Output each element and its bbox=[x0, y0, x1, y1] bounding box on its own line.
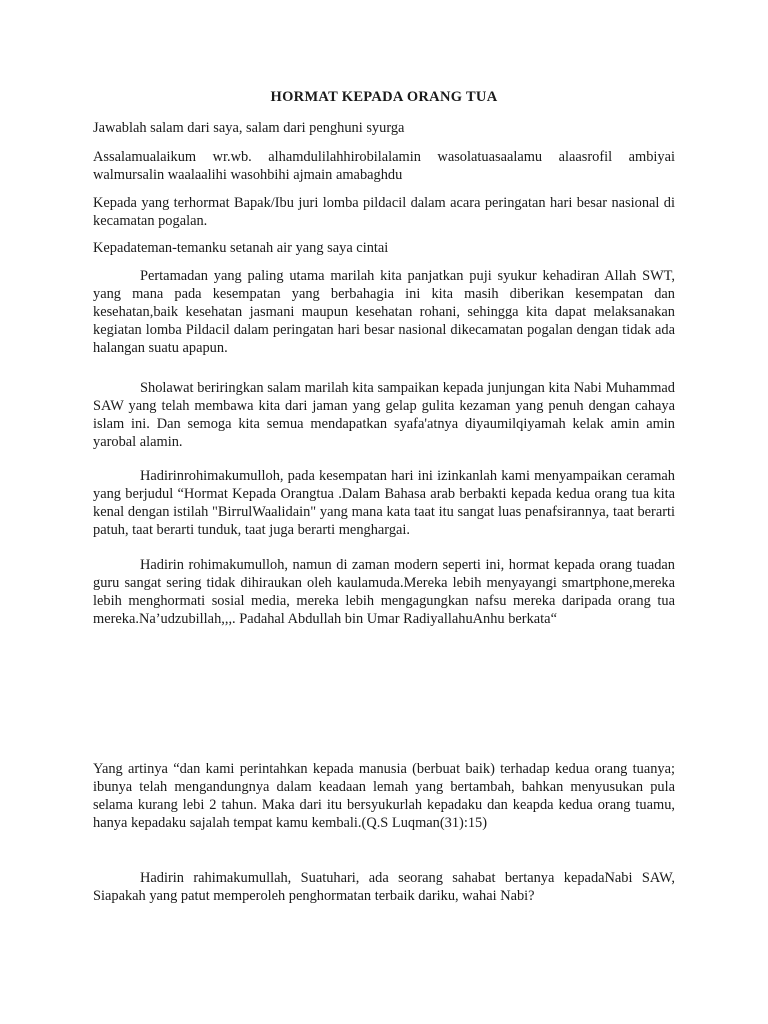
paragraph-friends: Kepadateman-temanku setanah air yang saya cintai bbox=[93, 240, 389, 256]
paragraph-translation: Yang artinya “dan kami perintahkan kepada manusia (berbuat baik) terhadap kedua orang tuanya; ibunya telah mengandungnya dalam keadaan lemah yang bertambah, bahkan menyusukan pula selama kurang lebi 2 tahun. Maka dari itu bersyukurlah kepadaku dan keapda kedua orang tuamu, hanya kepadaku sajalah tempat kamu kembali.(Q.S Luqman(31):15) bbox=[93, 761, 675, 831]
paragraph-gratitude: Pertamadan yang paling utama marilah kita panjatkan puji syukur kehadiran Allah SWT, yang mana pada kesempatan yang berbahagia ini kita masih diberikan kesempatan dan kesehatan,baik kesehatan jasmani maupun kesehatan rohani, sehingga kita dapat melaksanakan kegiatan lomba Pildacil dalam peringatan hari besar nasional dikecamatan pogalan dengan tidak ada halangan suatu apapun. bbox=[93, 268, 675, 356]
paragraph-hadith-question: Hadirin rahimakumullah, Suatuhari, ada seorang sahabat bertanya kepadaNabi SAW, Siapakah yang patut memperoleh penghormatan terbaik dariku, wahai Nabi? bbox=[93, 870, 675, 904]
paragraph-honored-judges: Kepada yang terhormat Bapak/Ibu juri lomba pildacil dalam acara peringatan hari besar nasional di kecamatan pogalan. bbox=[93, 195, 675, 229]
paragraph-sholawat: Sholawat beriringkan salam marilah kita sampaikan kepada junjungan kita Nabi Muhammad SAW yang telah membawa kita dari jaman yang gelap gulita kezaman yang penuh dengan cahaya islam ini. Dan semoga kita semua mendapatkan syafa'atnya diyaumilqiyamah kelak amin amin yarobal alamin. bbox=[93, 380, 675, 450]
document-page bbox=[93, 0, 675, 1024]
paragraph-greeting-intro: Jawablah salam dari saya, salam dari penghuni syurga bbox=[93, 120, 405, 136]
document-title: HORMAT KEPADA ORANG TUA bbox=[270, 89, 498, 105]
paragraph-modern-era: Hadirin rohimakumulloh, namun di zaman modern seperti ini, hormat kepada orang tuadan guru sangat sering tidak dihiraukan oleh kaulamuda.Mereka lebih menyayangi smartphone,mereka lebih menghormati sosial media, mereka lebih mengagungkan nafsu mereka daripada orang tua mereka.Na’udzubillah,,,. Padahal Abdullah bin Umar RadiyallahuAnhu berkata“ bbox=[93, 557, 675, 627]
paragraph-introduction-topic: Hadirinrohimakumulloh, pada kesempatan hari ini izinkanlah kami menyampaikan ceramah yang berjudul “Hormat Kepada Orangtua .Dalam Bahasa arab berbakti kepada kedua orang tua kita kenal dengan istilah "BirrulWaalidain" yang mana kata taat itu sangat luas penafsirannya, taat berarti patuh, taat berarti tunduk, taat juga berarti menghargai. bbox=[93, 468, 675, 538]
paragraph-salam: Assalamualaikum wr.wb. alhamdulilahhirobilalamin wasolatuasaalamu alaasrofil ambiyai walmursalin waalaalihi wasohbihi ajmain amabaghdu bbox=[93, 149, 675, 183]
